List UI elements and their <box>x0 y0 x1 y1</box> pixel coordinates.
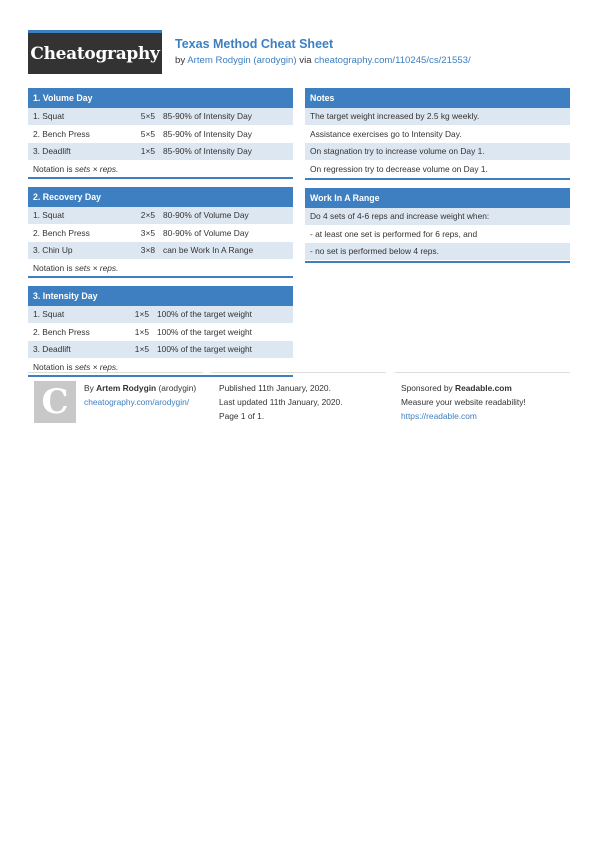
recovery-day-section <box>28 187 293 278</box>
table-row: 3. Deadlift 1×5 85-90% of Intensity Day <box>28 143 293 161</box>
list-item: Assistance exercises go to Intensity Day. <box>305 126 570 144</box>
intensity-day-section <box>28 286 293 377</box>
notes-section <box>305 88 570 180</box>
sponsor-tagline: Measure your website readability! <box>401 397 526 407</box>
list-item: On regression try to decrease volume on Day 1. <box>305 161 570 179</box>
table-row: 1. Squat 2×5 80-90% of Volume Day <box>28 207 293 225</box>
author-profile-link[interactable]: cheatography.com/arodygin/ <box>84 397 190 407</box>
updated-date: Last updated 11th January, 2020. <box>219 397 343 407</box>
header <box>175 37 471 66</box>
section-heading: 3. Intensity Day <box>28 286 293 306</box>
sheet-url-link[interactable]: cheatography.com/110245/cs/21553/ <box>314 55 471 66</box>
list-item: - no set is performed below 4 reps. <box>305 243 570 261</box>
table-row: 2. Bench Press 5×5 85-90% of Intensity Day <box>28 126 293 144</box>
table-row: 2. Bench Press 3×5 80-90% of Volume Day <box>28 225 293 243</box>
section-heading: 1. Volume Day <box>28 88 293 108</box>
section-heading: 2. Recovery Day <box>28 187 293 207</box>
volume-day-section <box>28 88 293 179</box>
notation-note: Notation is sets × reps. <box>33 163 119 174</box>
footer-author: C By Artem Rodygin (arodygin) cheatography.com/arodygin/ <box>28 372 203 433</box>
byline: by Artem Rodygin (arodygin) via cheatography.com/110245/cs/21553/ <box>175 55 471 66</box>
page-count: Page 1 of 1. <box>219 411 265 421</box>
table-row: 1. Squat 5×5 85-90% of Intensity Day <box>28 108 293 126</box>
list-item: On stagnation try to increase volume on Day 1. <box>305 143 570 161</box>
table-row: 2. Bench Press 1×5 100% of the target weight <box>28 324 293 342</box>
avatar <box>34 381 76 423</box>
avatar-letter: C <box>41 382 69 422</box>
table-row: 1. Squat 1×5 100% of the target weight <box>28 306 293 324</box>
list-item: Do 4 sets of 4-6 reps and increase weight when: <box>305 208 570 226</box>
work-in-a-range-section <box>305 188 570 263</box>
logo-text: Cheatography <box>30 43 160 64</box>
notation-note: Notation is sets × reps. <box>33 361 119 372</box>
footer-publication <box>211 372 386 433</box>
sponsor-name: Readable.com <box>455 383 512 393</box>
page-title: Texas Method Cheat Sheet <box>175 37 334 51</box>
sponsor-link[interactable]: https://readable.com <box>401 411 477 421</box>
list-item: The target weight increased by 2.5 kg weekly. <box>305 108 570 126</box>
left-column <box>28 88 293 385</box>
table-row: 3. Deadlift 1×5 100% of the target weight <box>28 341 293 359</box>
section-heading: Work In A Range <box>305 188 570 208</box>
section-heading: Notes <box>305 88 570 108</box>
published-date: Published 11th January, 2020. <box>219 383 331 393</box>
cheatography-logo[interactable] <box>28 30 162 74</box>
table-row: 3. Chin Up 3×8 can be Work In A Range <box>28 242 293 260</box>
notation-note: Notation is sets × reps. <box>33 262 119 273</box>
author-name: Artem Rodygin <box>96 383 157 393</box>
author-link[interactable]: Artem Rodygin (arodygin) <box>187 55 297 66</box>
footer-sponsor: Sponsored by Readable.com Measure your website readability! https://readable.com <box>395 372 570 433</box>
right-column <box>305 88 570 271</box>
footer <box>28 372 570 432</box>
list-item: - at least one set is performed for 6 reps, and <box>305 226 570 244</box>
